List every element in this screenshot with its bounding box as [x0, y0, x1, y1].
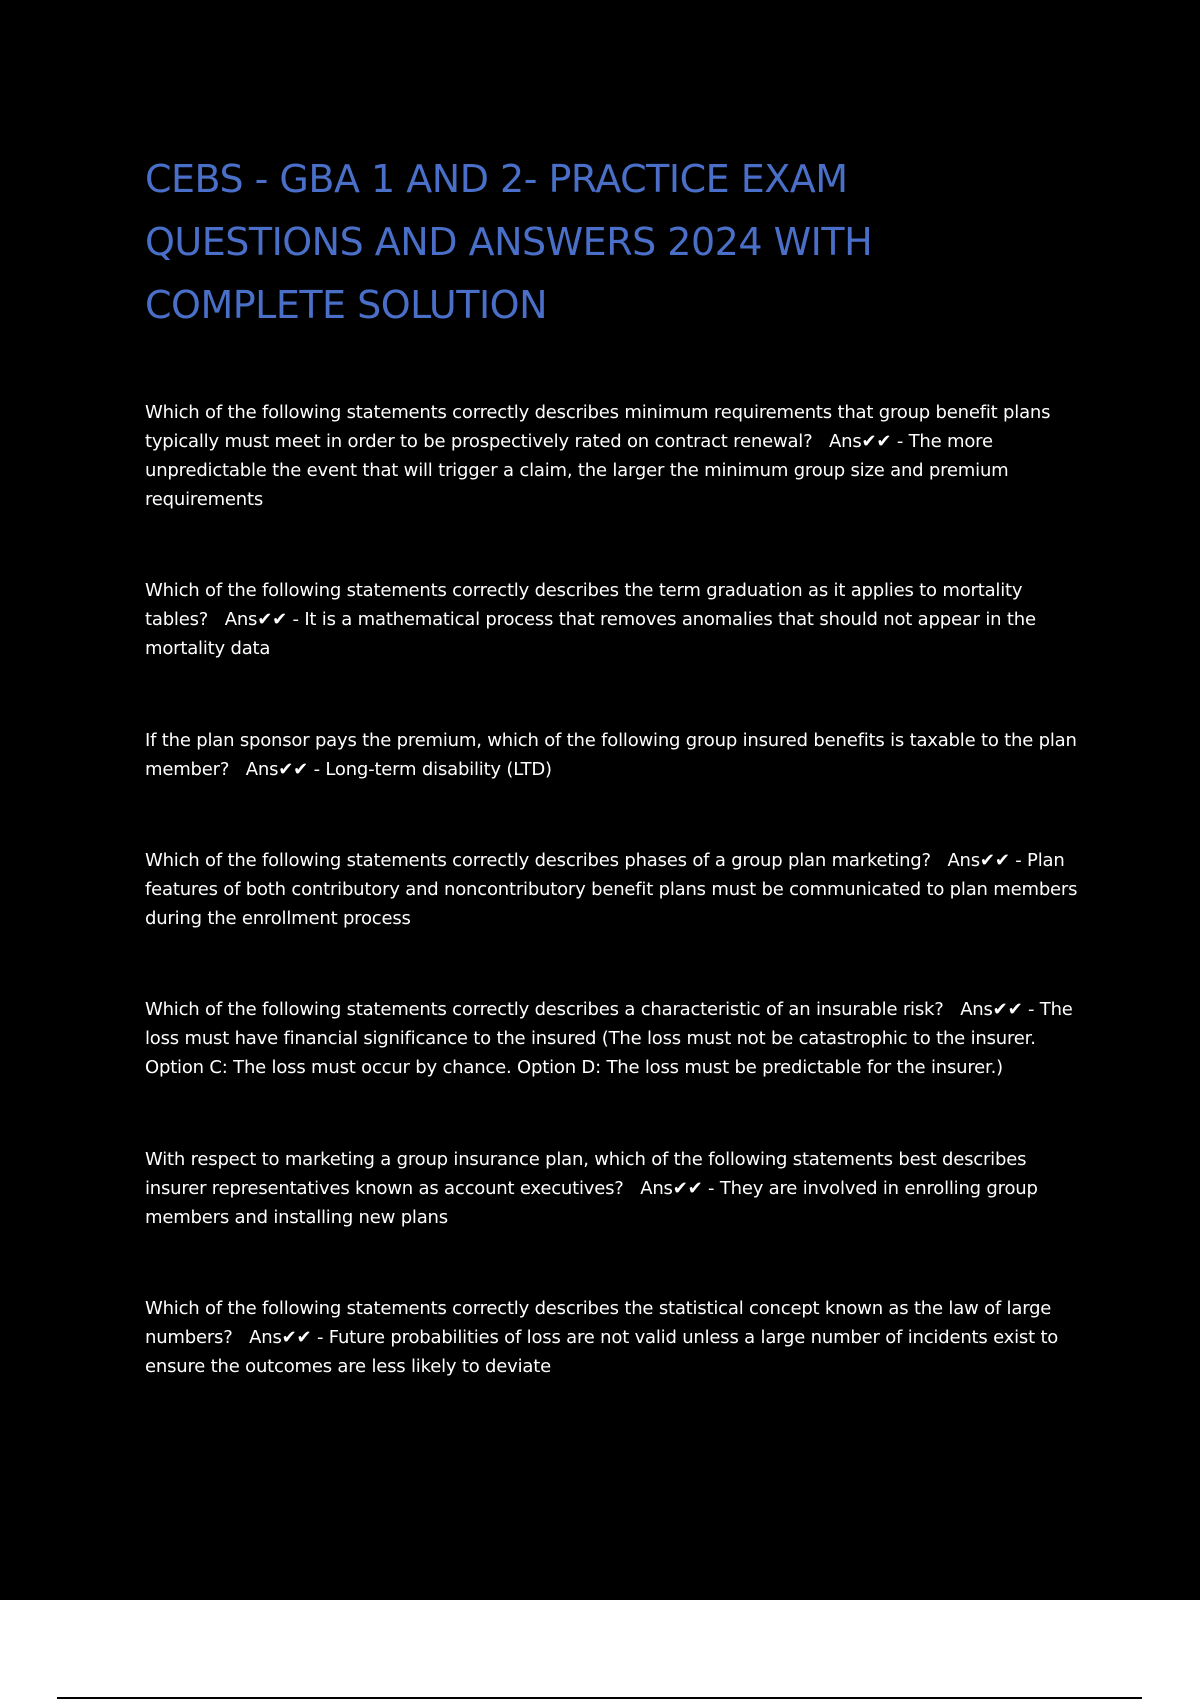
- qa-item: [145, 846, 1090, 933]
- answer-text: The loss must have financial significance to the insured (The loss must not be catastrophic to the insurer. Option C: The loss must occur by chance. Option D: The loss must be predictable for the insurer.): [145, 999, 1079, 1078]
- qa-item: [145, 1145, 1090, 1232]
- question-text: Which of the following statements correctly describes the statistical concept known as the law of large numbers?: [145, 1298, 1057, 1348]
- answer-separator: -: [1009, 850, 1028, 871]
- answer-text: They are involved in enrolling group members and installing new plans: [145, 1178, 1044, 1228]
- document-title: CEBS - GBA 1 AND 2- PRACTICE EXAM QUESTIONS AND ANSWERS 2024 WITH COMPLETE SOLUTION: [145, 157, 873, 327]
- answer-marker: Ans✔✔: [640, 1178, 703, 1199]
- answer-separator: -: [311, 1327, 329, 1348]
- qa-item: [145, 995, 1090, 1082]
- qa-item: [145, 576, 1090, 663]
- answer-marker: Ans✔✔: [960, 999, 1023, 1020]
- question-text: With respect to marketing a group insurance plan, which of the following statements best describes insurer representatives known as account executives?: [145, 1149, 1032, 1199]
- answer-marker: Ans✔✔: [245, 759, 309, 780]
- qa-item: [145, 1294, 1090, 1381]
- question-text: Which of the following statements correctly describes minimum requirements that group benefit plans typically must meet in order to be prospectively rated on contract renewal?: [145, 402, 1056, 452]
- answer-marker: Ans✔✔: [947, 850, 1010, 871]
- answer-marker: Ans✔✔: [829, 431, 892, 452]
- footer-divider: [57, 1697, 1142, 1699]
- question-text: If the plan sponsor pays the premium, which of the following group insured benefits is taxable to the plan member?: [145, 730, 1083, 780]
- answer-separator: -: [891, 431, 909, 452]
- answer-separator: -: [1022, 999, 1040, 1020]
- answer-separator: -: [308, 759, 326, 780]
- answer-text: The more unpredictable the event that will trigger a claim, the larger the minimum group size and premium requirements: [145, 431, 1015, 510]
- answer-marker: Ans✔✔: [249, 1327, 312, 1348]
- answer-separator: -: [286, 609, 305, 630]
- question-text: Which of the following statements correctly describes phases of a group plan marketing?: [145, 850, 931, 871]
- question-text: Which of the following statements correctly describes the term graduation as it applies to mortality tables?: [145, 580, 1028, 630]
- answer-text: Plan features of both contributory and noncontributory benefit plans must be communicated to plan members during the enrollment process: [145, 850, 1083, 929]
- answer-text: Future probabilities of loss are not valid unless a large number of incidents exist to ensure the outcomes are less likely to deviate: [145, 1327, 1064, 1377]
- answer-text: It is a mathematical process that removes anomalies that should not appear in the mortality data: [145, 609, 1042, 659]
- answer-marker: Ans✔✔: [224, 609, 287, 630]
- question-text: Which of the following statements correctly describes a characteristic of an insurable risk?: [145, 999, 944, 1020]
- qa-item: [145, 398, 1090, 514]
- qa-item: [145, 726, 1090, 784]
- answer-text: Long-term disability (LTD): [325, 759, 552, 780]
- answer-separator: -: [702, 1178, 720, 1199]
